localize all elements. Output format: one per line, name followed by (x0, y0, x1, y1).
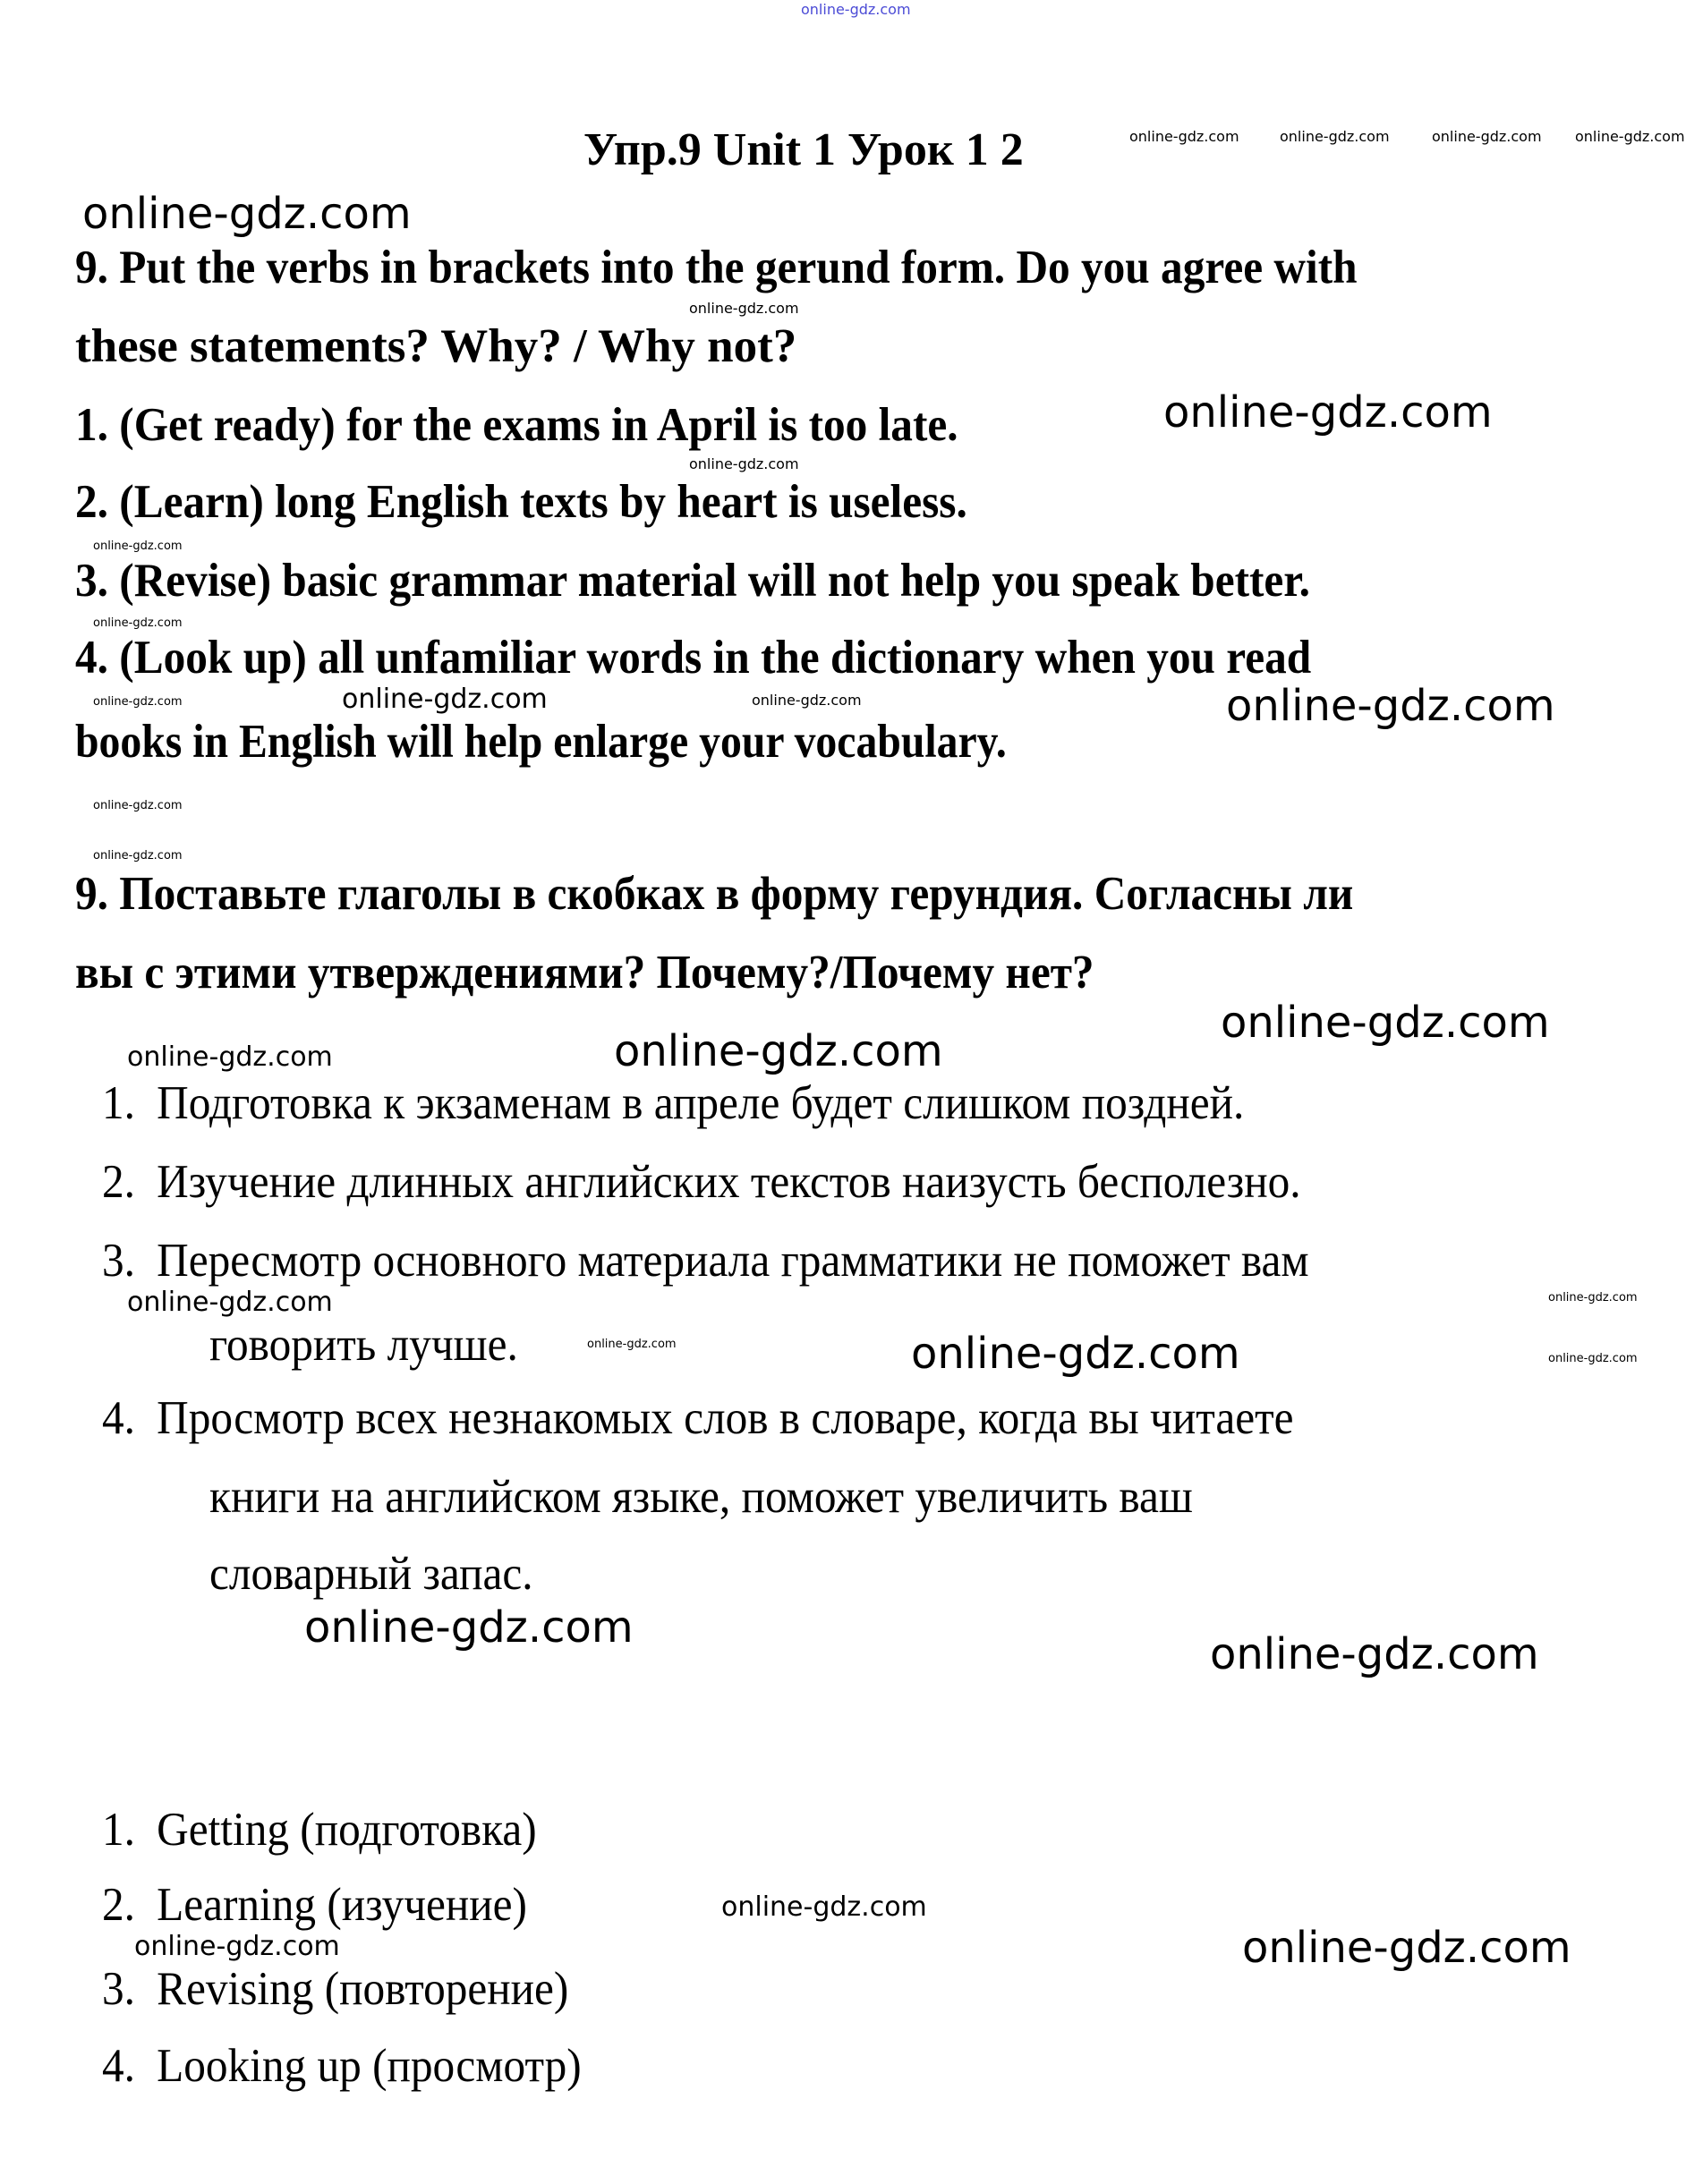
watermark: online-gdz.com (1242, 1923, 1571, 1973)
list-number: 1. (101, 1077, 135, 1129)
watermark: online-gdz.com (93, 616, 183, 630)
watermark: online-gdz.com (1129, 128, 1239, 145)
watermark: online-gdz.com (1548, 1291, 1638, 1304)
watermark: online-gdz.com (1432, 128, 1542, 145)
watermark: online-gdz.com (93, 849, 183, 863)
task-ru-instruction-cont: вы с этими утверждениями? Почему?/Почему нет? (75, 947, 1094, 999)
watermark: online-gdz.com (127, 1041, 333, 1073)
task-en-item-4-cont: books in English will help enlarge your vocabulary. (75, 716, 1007, 768)
task-ru-item-3 (75, 1235, 1309, 1287)
watermark: online-gdz.com (93, 799, 183, 812)
watermark: online-gdz.com (127, 1287, 333, 1318)
watermark: online-gdz.com (82, 189, 412, 239)
answer-2 (75, 1879, 527, 1931)
answer-1 (75, 1804, 537, 1856)
list-text: Пересмотр основного материала грамматики не поможет вам (157, 1235, 1309, 1287)
watermark: online-gdz.com (614, 1026, 943, 1076)
watermark: online-gdz.com (1280, 128, 1390, 145)
list-number: 1. (101, 1804, 135, 1856)
task-en-item-1: 1. (Get ready) for the exams in April is too late. (75, 399, 958, 451)
task-en-instruction: 9. Put the verbs in brackets into the gerund form. Do you agree with (75, 242, 1358, 293)
answer-text: Revising (повторение) (157, 1963, 569, 2015)
watermark: online-gdz.com (1575, 128, 1685, 145)
watermark: online-gdz.com (689, 300, 799, 317)
task-ru-item-2 (75, 1156, 1301, 1208)
watermark: online-gdz.com (1221, 998, 1550, 1048)
task-en-item-3: 3. (Revise) basic grammar material will not help you speak better. (75, 555, 1310, 607)
watermark: online-gdz.com (752, 692, 862, 709)
list-number: 3. (101, 1235, 135, 1287)
watermark: online-gdz.com (911, 1329, 1240, 1379)
list-number: 4. (101, 2040, 135, 2092)
list-number: 3. (101, 1963, 135, 2015)
answer-4 (75, 2040, 582, 2092)
watermark: online-gdz.com (721, 1891, 927, 1923)
task-ru-item-4-cont: книги на английском языке, поможет увеличить ваш (209, 1471, 1193, 1523)
list-number: 2. (101, 1156, 135, 1208)
watermark: online-gdz.com (134, 1931, 340, 1962)
task-en-item-4: 4. (Look up) all unfamiliar words in the dictionary when you read (75, 632, 1312, 684)
watermark: online-gdz.com (801, 1, 911, 18)
watermark: online-gdz.com (93, 695, 183, 709)
watermark: online-gdz.com (93, 540, 183, 553)
list-number: 4. (101, 1392, 135, 1444)
list-text: Подготовка к экзаменам в апреле будет слишком поздней. (157, 1077, 1245, 1129)
watermark: online-gdz.com (1226, 681, 1555, 731)
page-title: Упр.9 Unit 1 Урок 1 2 (583, 124, 1024, 175)
watermark: online-gdz.com (342, 684, 548, 715)
task-ru-item-1 (75, 1077, 1244, 1129)
answer-3 (75, 1963, 568, 2015)
task-ru-item-3-cont: говорить лучше. (209, 1319, 518, 1371)
watermark: online-gdz.com (304, 1602, 634, 1653)
watermark: online-gdz.com (1163, 387, 1493, 438)
list-text: Просмотр всех незнакомых слов в словаре, когда вы читаете (157, 1392, 1294, 1444)
task-ru-item-4-cont2: словарный запас. (209, 1548, 533, 1600)
answer-text: Learning (изучение) (157, 1879, 527, 1931)
task-ru-instruction: 9. Поставьте глаголы в скобках в форму герундия. Согласны ли (75, 868, 1354, 920)
answer-text: Looking up (просмотр) (157, 2040, 582, 2092)
list-number: 2. (101, 1879, 135, 1931)
watermark: online-gdz.com (1548, 1352, 1638, 1365)
task-en-instruction-cont: these statements? Why? / Why not? (75, 320, 797, 372)
watermark: online-gdz.com (689, 455, 799, 472)
list-text: Изучение длинных английских текстов наизусть бесполезно. (157, 1156, 1301, 1208)
task-en-item-2: 2. (Learn) long English texts by heart is useless. (75, 476, 967, 528)
task-ru-item-4 (75, 1392, 1294, 1444)
watermark: online-gdz.com (587, 1338, 677, 1351)
answer-text: Getting (подготовка) (157, 1804, 537, 1856)
watermark: online-gdz.com (1210, 1629, 1539, 1679)
